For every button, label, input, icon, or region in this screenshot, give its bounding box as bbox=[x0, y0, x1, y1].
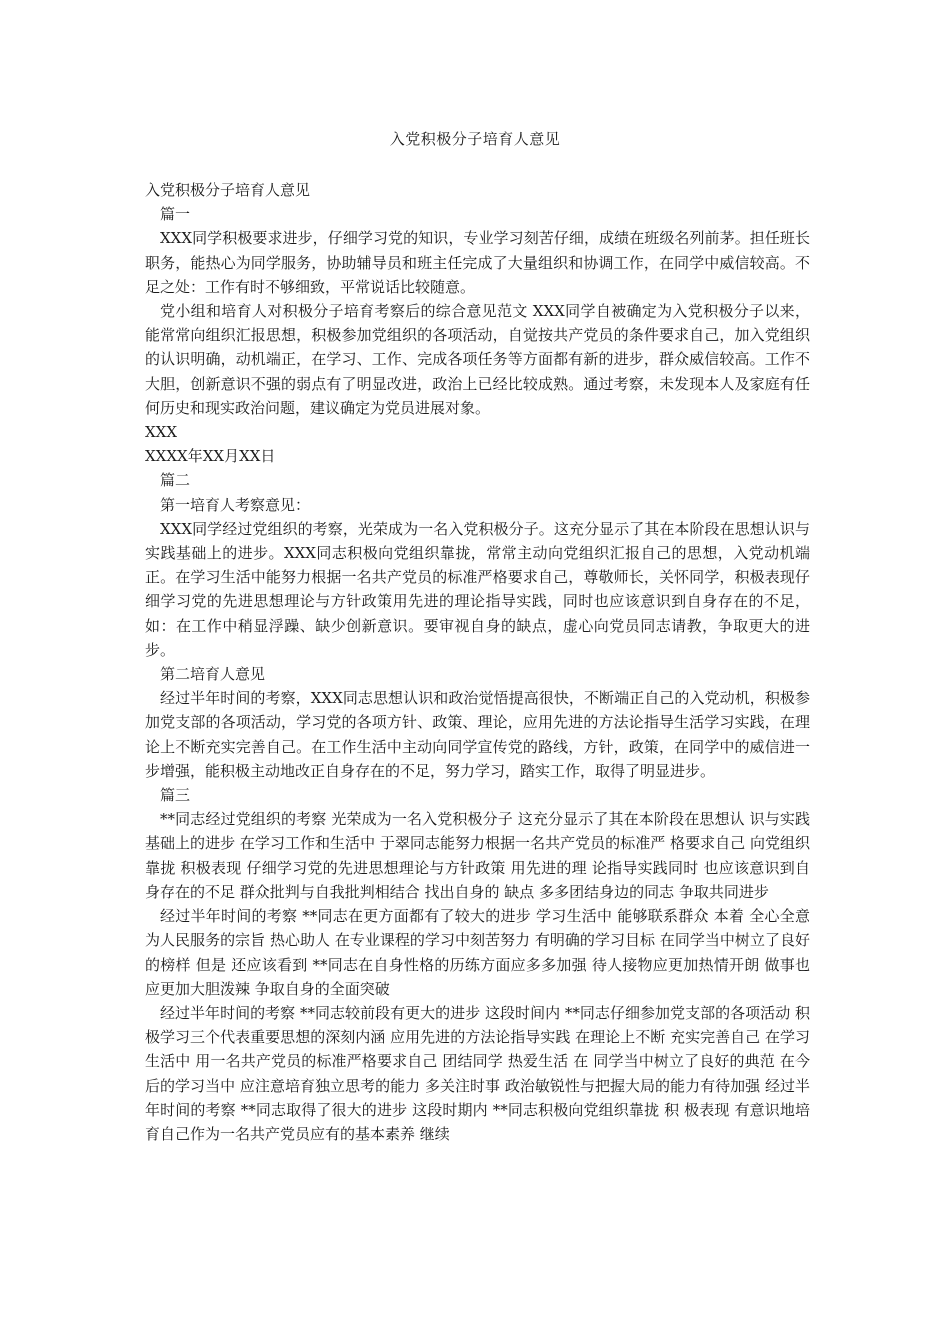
paragraph: 经过半年时间的考察，XXX同志思想认识和政治觉悟提高很快，不断端正自己的入党动机，积极参加党支部的各项活动，学习党的各项方针、政策、理论，应用先进的方法论指导生活学习实践，在理论上不断充实完善自己。在工作生活中主动向同学宣传党的路线，方针，政策，在同学中的威信进一步增强，能积极主动地改正自身存在的不足，努力学习，踏实工作，取得了明显进步。 bbox=[145, 689, 810, 780]
paragraph: 党小组和培育人对积极分子培育考察后的综合意见范文 XXX同学自被确定为入党积极分子以来，能常常向组织汇报思想，积极参加党组织的各项活动，自觉按共产党员的条件要求自己，加入党组织的认识明确，动机端正，在学习、工作、完成各项任务等方面都有新的进步，群众威信较高。工作不大胆，创新意识不强的弱点有了明显改进，政治上已经比较成熟。通过考察，未发现本人及家庭有任何历史和现实政治问题，建议确定为党员进展对象。 bbox=[145, 302, 810, 417]
paragraph: 经过半年时间的考察 **同志较前段有更大的进步 这段时间内 **同志仔细参加党支部的各项活动 积极学习三个代表重要思想的深刻内涵 应用先进的方法论指导实践 在理论上不断 充实完善自己 在学习生活中 用一名共产党员的标准严格要求自己 团结同学 热爱生活 在 同学当中树立了良好的典范 在今后的学习当中 应注意培育独立思考的能力 多关注时事 政治敏锐性与把握大局的能力有待加强 经过半年时间的考察 **同志取得了很大的进步 这段时期内 **同志积极向党组织靠拢 积 极表现 有意识地培育自己作为一名共产党员应有的基本素养 继续 bbox=[145, 1003, 810, 1143]
signature-date: XXXX年XX月XX日 bbox=[145, 447, 276, 466]
paragraph: XXX同学积极要求进步，仔细学习党的知识，专业学习刻苦仔细，成绩在班级名列前茅。担任班长职务，能热心为同学服务，协助辅导员和班主任完成了大量组织和协调工作，在同学中威信较高。不足之处：工作有时不够细致，平常说话比较随意。 bbox=[145, 229, 810, 296]
subheading: 第二培育人意见 bbox=[160, 665, 266, 684]
section-label-1: 篇一 bbox=[160, 205, 191, 224]
paragraph: 经过半年时间的考察 **同志在更方面都有了较大的进步 学习生活中 能够联系群众 本着 全心全意为人民服务的宗旨 热心助人 在专业课程的学习中刻苦努力 有明确的学习目标 在同学当中树立了良好的榜样 但是 还应该看到 **同志在自身性格的历练方面应多多加强 待人接物应更加热情开朗 做事也应更加大胆泼辣 争取自身的全面突破 bbox=[145, 907, 810, 998]
section-label-3: 篇三 bbox=[160, 786, 191, 805]
paragraph: XXX同学经过党组织的考察，光荣成为一名入党积极分子。这充分显示了其在本阶段在思想认识与实践基础上的进步。XXX同志积极向党组织靠拢，常常主动向党组织汇报自己的思想，入党动机端正。在学习生活中能努力根据一名共产党员的标准严格要求自己，尊敬师长，关怀同学，积极表现仔细学习党的先进思想理论与方针政策用先进的理论指导实践，同时也应该意识到自身存在的不足，如：在工作中稍显浮躁、缺少创新意识。要审视自身的缺点，虚心向党员同志请教，争取更大的进步。 bbox=[145, 519, 810, 659]
body-heading: 入党积极分子培育人意见 bbox=[145, 181, 311, 199]
paragraph: **同志经过党组织的考察 光荣成为一名入党积极分子 这充分显示了其在本阶段在思想认 识与实践基础上的进步 在学习工作和生活中 于翠同志能努力根据一名共产党员的标准严 格要求自己 向党组织靠拢 积极表现 仔细学习党的先进思想理论与方针政策 用先进的理 论指导实践同时 也应该意识到自身存在的不足 群众批判与自我批判相结合 找出自身的 缺点 多多团结身边的同志 争取共同进步 bbox=[145, 810, 810, 901]
document-title: 入党积极分子培育人意见 bbox=[389, 130, 561, 148]
section-label-2: 篇二 bbox=[160, 471, 191, 490]
document-body bbox=[145, 178, 810, 1146]
signature-name: XXX bbox=[145, 423, 178, 442]
subheading: 第一培育人考察意见： bbox=[160, 495, 311, 514]
